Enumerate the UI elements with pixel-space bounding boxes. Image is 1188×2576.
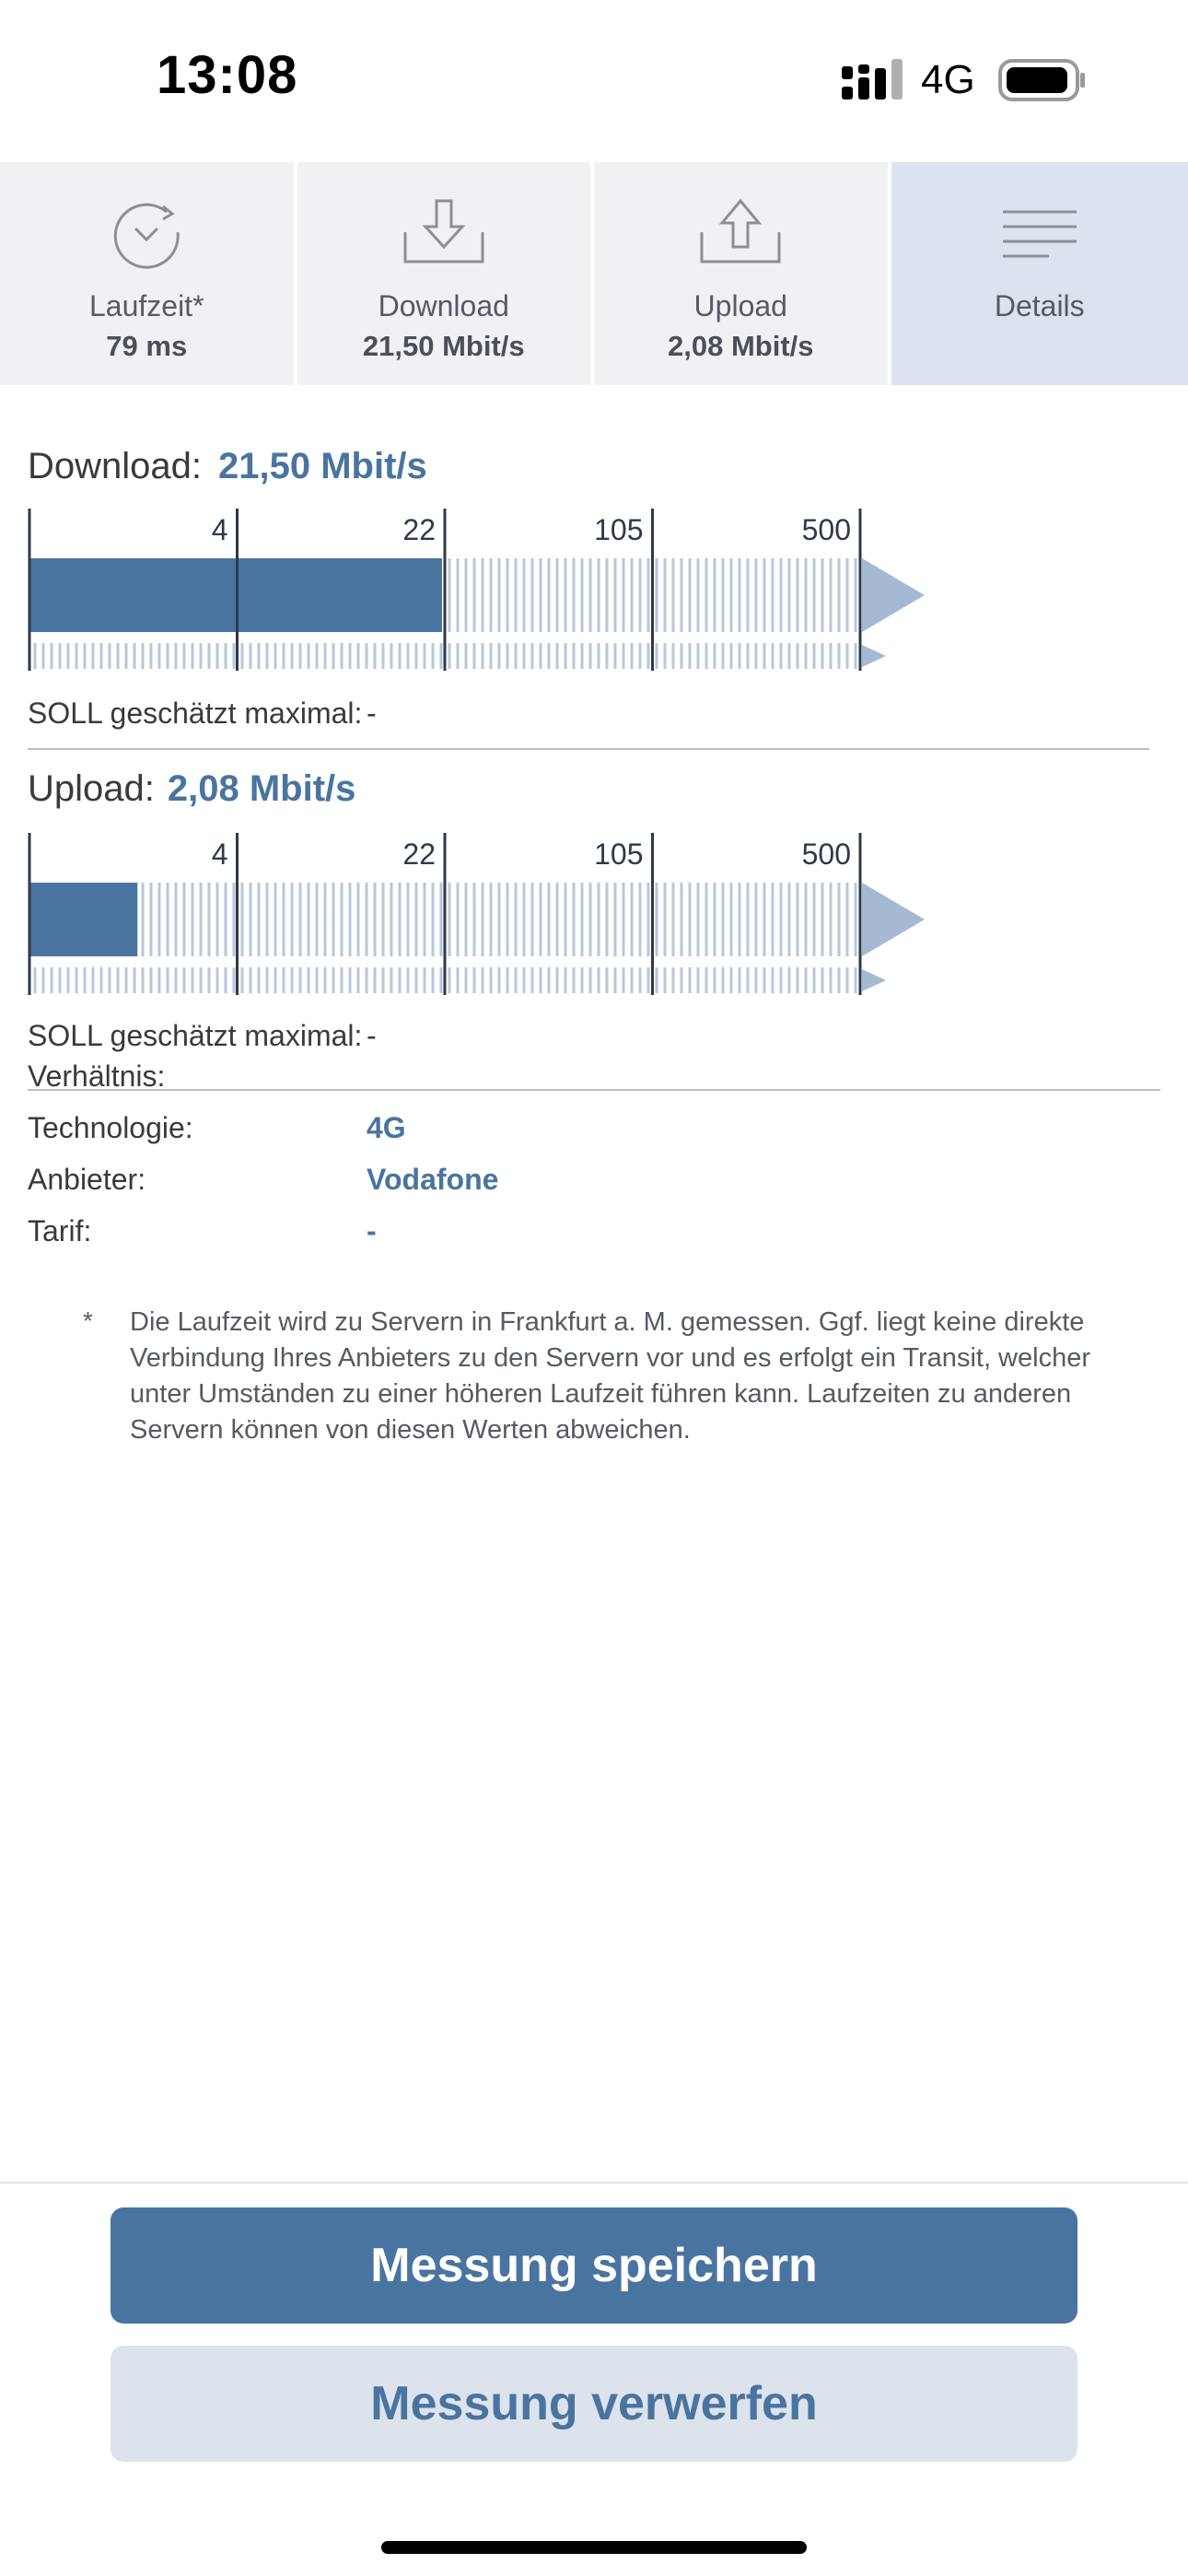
upload-title-label: Upload:	[28, 768, 155, 809]
provider-label: Anbieter:	[28, 1163, 146, 1196]
download-arrow-main	[862, 558, 925, 632]
upload-icon	[694, 195, 786, 269]
status-bar	[0, 0, 1188, 162]
download-tick-label: 105	[594, 513, 644, 546]
battery-icon	[998, 59, 1087, 101]
download-soll-value: -	[367, 697, 377, 730]
result-tabbar	[0, 162, 1188, 385]
upload-tick-label: 4	[211, 837, 228, 871]
upload-arrow-baseline	[862, 969, 886, 991]
download-tick-label: 4	[211, 513, 228, 546]
download-tick-label: 500	[801, 513, 851, 546]
section-divider	[28, 1089, 1160, 1091]
upload-value: 2,08 Mbit/s	[167, 768, 356, 809]
upload-measured-fill	[29, 883, 137, 956]
tab-download-value: 21,50 Mbit/s	[362, 330, 525, 362]
home-indicator	[381, 2541, 807, 2554]
download-title	[28, 446, 427, 487]
discard-measurement-button[interactable]: Messung verwerfen	[111, 2346, 1077, 2462]
details-list-icon	[994, 195, 1086, 269]
technology-label: Technologie:	[28, 1111, 193, 1144]
upload-title	[28, 768, 355, 810]
signal-strength-icon	[842, 59, 906, 101]
tab-latency-value: 79 ms	[106, 330, 188, 362]
tariff-label: Tarif:	[28, 1214, 92, 1247]
tariff-value: -	[367, 1214, 377, 1247]
download-icon	[398, 195, 490, 269]
download-tick-label: 22	[402, 513, 436, 546]
upload-tick-label: 105	[594, 837, 644, 871]
upload-tick-label: 500	[801, 837, 851, 871]
download-soll-label: SOLL geschätzt maximal:	[28, 697, 363, 730]
tab-download[interactable]	[297, 162, 595, 385]
upload-soll-label: SOLL geschätzt maximal:	[28, 1019, 363, 1052]
tab-details-label: Details	[994, 289, 1085, 322]
footnote-text: Die Laufzeit wird zu Servern in Frankfurt a. M. gemessen. Ggf. liegt keine direkte Verbindung Ihres Anbieters zu den Servern vor und es erfolgt ein Transit, welcher unter Umständen zu einer höheren Laufzeit führen kann. Laufzeiten zu anderen Servern können von diesen Werten abweichen.	[130, 1307, 1090, 1445]
save-measurement-button[interactable]: Messung speichern	[111, 2207, 1077, 2324]
upload-tick-label: 22	[402, 837, 436, 871]
technology-value: 4G	[367, 1111, 406, 1144]
download-measured-fill	[29, 558, 442, 632]
tab-upload[interactable]	[594, 162, 891, 385]
footnote-marker: *	[83, 1306, 93, 1335]
upload-soll-value: -	[367, 1019, 377, 1052]
download-speed-meter	[28, 507, 930, 673]
section-divider	[28, 748, 1149, 750]
latency-icon	[100, 195, 192, 269]
tab-details[interactable]	[891, 162, 1188, 385]
upload-arrow-main	[862, 883, 925, 956]
status-time: 13:08	[157, 45, 298, 105]
provider-value: Vodafone	[367, 1163, 499, 1196]
upload-ratio-label: Verhältnis:	[28, 1060, 166, 1087]
tab-download-label: Download	[378, 289, 509, 322]
download-title-label: Download:	[28, 446, 203, 486]
tab-latency-label: Laufzeit*	[88, 289, 204, 322]
upload-speed-meter	[28, 831, 930, 997]
tab-latency[interactable]	[0, 162, 297, 385]
download-arrow-baseline	[862, 645, 886, 667]
tab-upload-label: Upload	[693, 289, 787, 322]
tab-upload-value: 2,08 Mbit/s	[668, 330, 814, 362]
network-type: 4G	[921, 57, 975, 102]
download-value: 21,50 Mbit/s	[218, 446, 427, 486]
bottom-divider	[0, 2182, 1188, 2184]
